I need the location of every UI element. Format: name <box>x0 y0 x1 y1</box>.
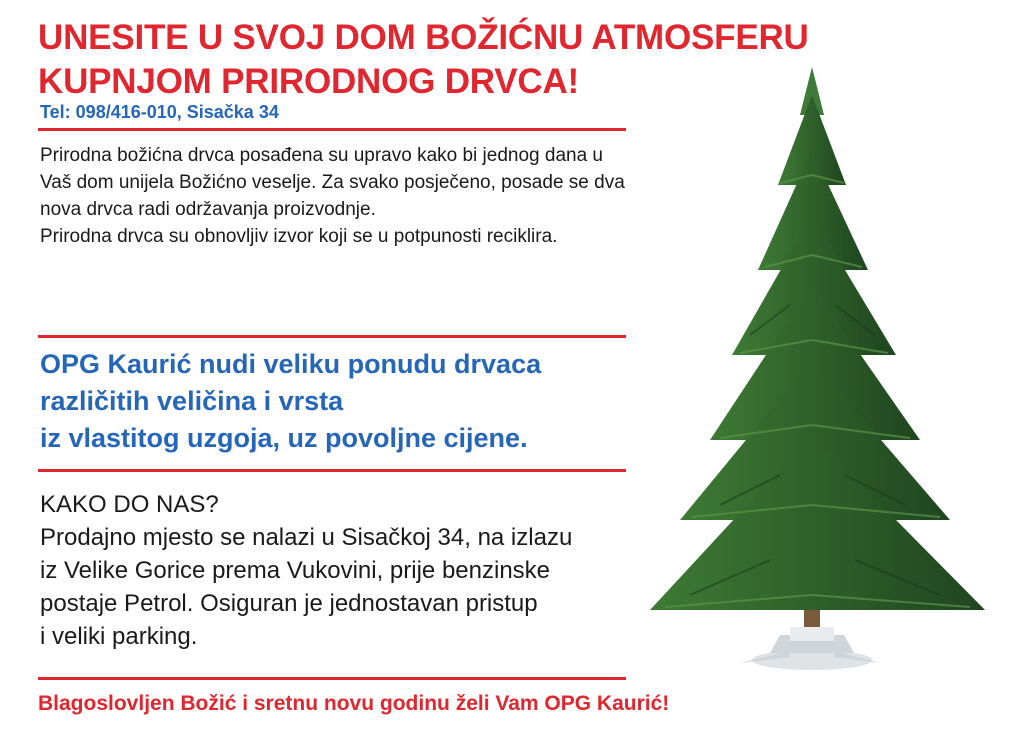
footer-greeting: Blagoslovljen Božić i sretnu novu godinu želi Vam OPG Kaurić! <box>38 692 670 715</box>
divider <box>38 128 626 131</box>
description-paragraph: Prirodna božićna drvca posađena su upravo kako bi jednog dana u Vaš dom unijela Božićno veselje. Za svako posječeno, posade se dva nova drvca radi održavanja proizvodnje. <box>40 145 625 220</box>
description <box>40 142 630 250</box>
offer-line: iz vlastitog uzgoja, uz povoljne cijene. <box>40 423 528 453</box>
offer-line: OPG Kaurić nudi veliku ponudu drvaca <box>40 349 542 379</box>
divider <box>38 677 626 680</box>
directions-line: postaje Petrol. Osiguran je jednostavan pristup <box>40 590 538 617</box>
offer-line: različitih veličina i vrsta <box>40 386 344 416</box>
description-paragraph: Prirodna drvca su obnovljiv izvor koji se u potpunosti reciklira. <box>40 226 558 247</box>
directions-line: i veliki parking. <box>40 623 198 650</box>
directions-heading: KAKO DO NAS? <box>40 491 219 518</box>
directions <box>40 488 730 653</box>
directions-line: Prodajno mjesto se nalazi u Sisačkoj 34, na izlazu <box>40 524 573 551</box>
headline-line-1: UNESITE U SVOJ DOM BOŽIĆNU ATMOSFERU <box>38 18 809 57</box>
divider <box>38 469 626 472</box>
directions-line: iz Velike Gorice prema Vukovini, prije benzinske <box>40 557 551 584</box>
offer-text <box>40 346 680 457</box>
headline-line-2: KUPNJOM PRIRODNOG DRVCA! <box>38 62 579 101</box>
divider <box>38 335 626 338</box>
contact-info: Tel: 098/416-010, Sisačka 34 <box>40 102 279 122</box>
